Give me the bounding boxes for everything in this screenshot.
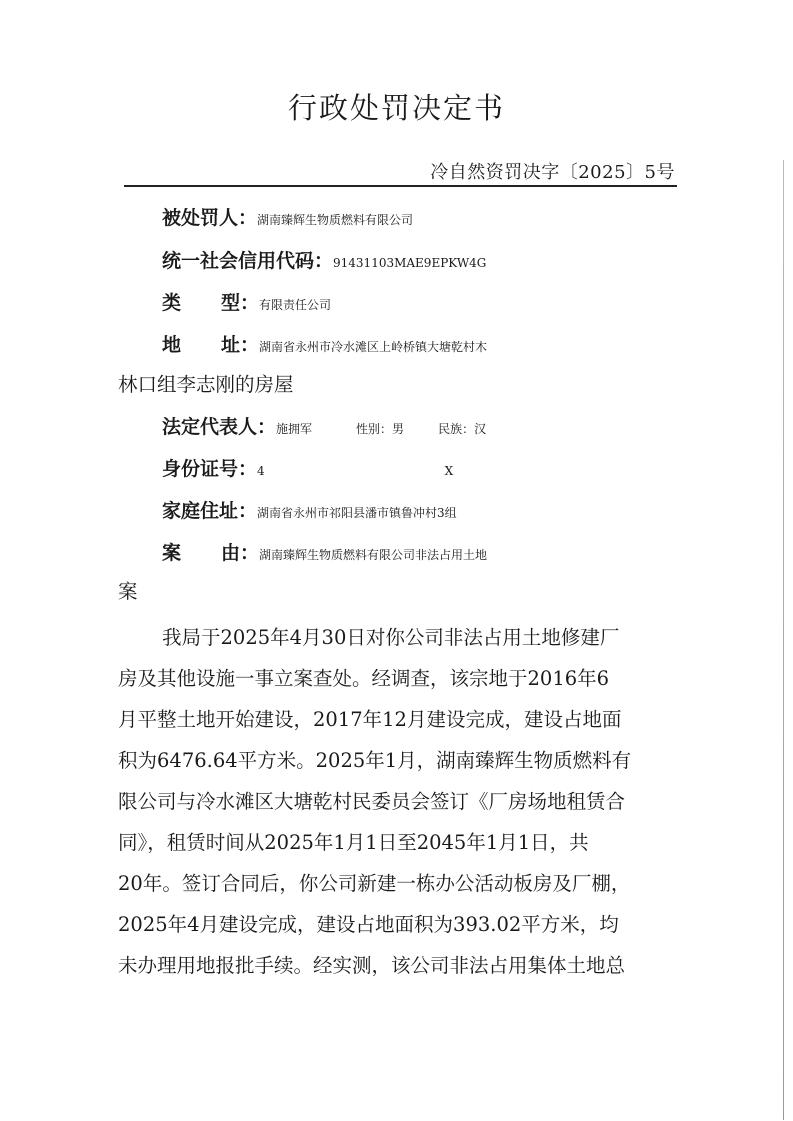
address-row-cont [118, 373, 678, 397]
legal-rep-row [118, 415, 722, 441]
body-line: 我局于2025年4月30日对你公司非法占用土地修建厂 [162, 626, 620, 649]
address-label-char1: 地 [162, 334, 182, 356]
id-number-prefix: 4 [257, 464, 265, 478]
case-cause-row [118, 541, 722, 567]
case-cause-value-line2: 案 [118, 580, 138, 603]
body-line: 20年。签订合同后，你公司新建一栋办公活动板房及厂棚， [118, 872, 631, 895]
credit-code-value: 91431103MAE9EPKW4G [333, 256, 487, 270]
address-value-line1: 湖南省永州市冷水滩区上岭桥镇大塘乾村木 [259, 340, 488, 354]
address-label-char2: 址： [221, 334, 260, 356]
body-line: 同》，租赁时间从2025年1月1日至2045年1月1日，共 [118, 831, 589, 854]
gender-value: 男 [392, 422, 405, 436]
credit-code-row [118, 249, 722, 275]
case-label-char1: 案 [162, 542, 182, 564]
ethnicity-label: 民族： [438, 422, 475, 436]
id-number-label: 身份证号： [162, 458, 258, 480]
home-address-label: 家庭住址： [162, 500, 258, 522]
address-row [118, 333, 722, 359]
home-address-value: 湖南省永州市祁阳县潘市镇鲁冲村3组 [257, 506, 457, 520]
legal-rep-label: 法定代表人： [162, 416, 277, 438]
type-value: 有限责任公司 [259, 298, 332, 312]
type-label-char2: 型： [221, 292, 260, 314]
body-line: 积为6476.64平方米。2025年1月，湖南臻辉生物质燃料有 [118, 749, 632, 772]
party-row [118, 206, 722, 232]
case-cause-row-cont [118, 580, 678, 604]
body-line: 房及其他设施一事立案查处。经调查，该宗地于2016年6 [118, 667, 610, 690]
scan-edge [783, 160, 784, 1120]
body-line: 2025年4月建设完成，建设占地面积为393.02平方米，均 [118, 913, 619, 936]
credit-code-label: 统一社会信用代码： [162, 250, 334, 272]
home-address-row [118, 499, 722, 525]
gender-label: 性别： [356, 422, 393, 436]
party-value: 湖南臻辉生物质燃料有限公司 [257, 213, 414, 227]
id-number-row [118, 457, 722, 483]
type-row [118, 291, 722, 317]
document-number: 冷自然资罚决字〔2025〕5号 [430, 162, 675, 183]
body-line: 限公司与冷水滩区大塘乾村民委员会签订《厂房场地租赁合 [118, 790, 626, 813]
case-label-char2: 由： [221, 542, 260, 564]
document-title: 行政处罚决定书 [287, 91, 505, 125]
body-line: 未办理用地报批手续。经实测，该公司非法占用集体土地总 [118, 954, 626, 977]
header-rule [124, 185, 677, 187]
case-cause-value-line1: 湖南臻辉生物质燃料有限公司非法占用土地 [259, 548, 488, 562]
type-label-char1: 类 [162, 292, 182, 314]
legal-rep-value: 施拥军 [276, 422, 313, 436]
ethnicity-value: 汉 [474, 422, 487, 436]
address-value-line2: 林口组李志刚的房屋 [118, 373, 294, 396]
party-label: 被处罚人： [162, 207, 258, 229]
id-number-suffix: X [444, 464, 454, 478]
body-line: 月平整土地开始建设，2017年12月建设完成，建设占地面 [118, 708, 622, 731]
